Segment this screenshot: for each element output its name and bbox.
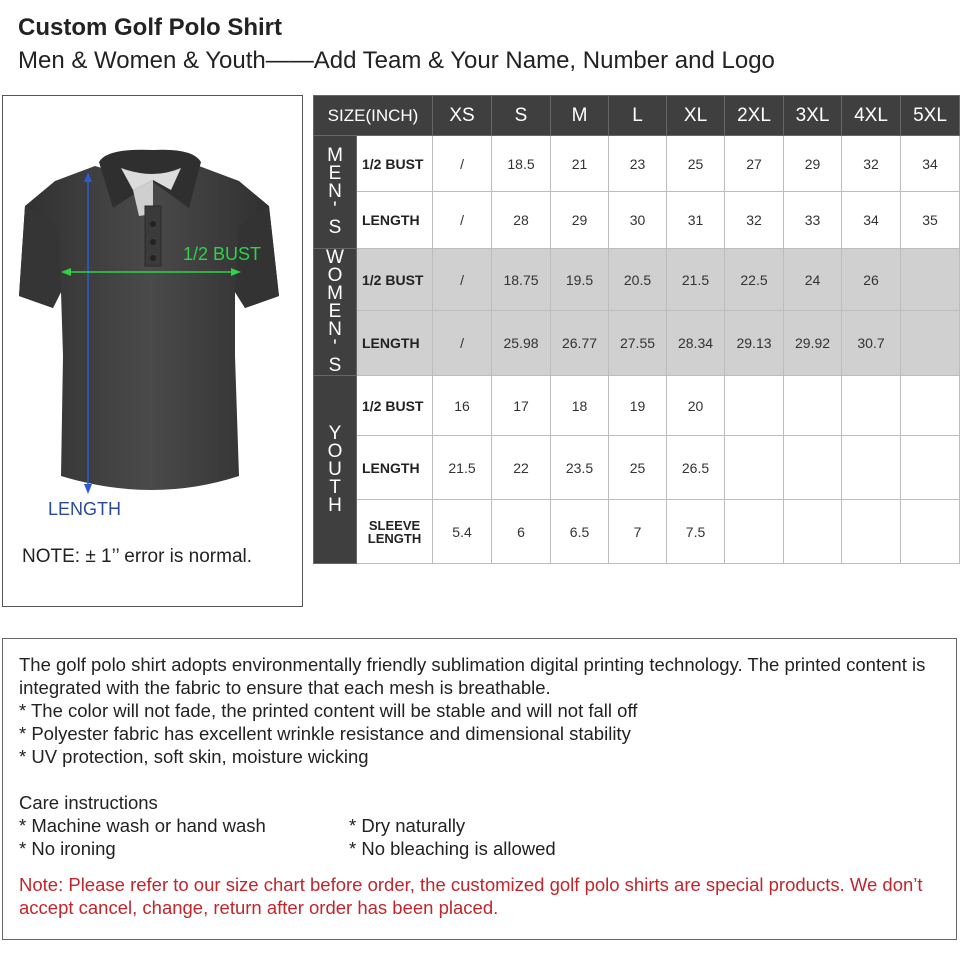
measure-label: 1/2 BUST	[357, 136, 433, 192]
size-value-cell	[901, 311, 960, 376]
size-value-cell: 20	[667, 376, 725, 436]
page-title: Custom Golf Polo Shirt	[18, 14, 282, 41]
group-letter: M	[327, 145, 343, 166]
table-row	[314, 500, 960, 564]
size-value-cell: 6.5	[551, 500, 609, 564]
size-value-cell: 21.5	[667, 249, 725, 311]
size-value-cell: 18.75	[492, 249, 551, 311]
size-value-cell: 25.98	[492, 311, 551, 376]
group-label	[314, 136, 357, 249]
size-value-cell: 32	[842, 136, 901, 192]
size-value-cell: 34	[901, 136, 960, 192]
size-value-cell: 23.5	[551, 436, 609, 500]
size-value-cell: 24	[784, 249, 842, 311]
care-title: Care instructions	[19, 792, 158, 813]
size-value-cell: 19.5	[551, 249, 609, 311]
size-value-cell: 35	[901, 192, 960, 249]
group-letter: O	[327, 440, 343, 462]
group-letter: Y	[328, 422, 342, 444]
size-value-cell: 29	[784, 136, 842, 192]
size-value-cell	[901, 376, 960, 436]
feature-item: * Polyester fabric has excellent wrinkle resistance and dimensional stability	[19, 723, 631, 744]
size-value-cell: 28.34	[667, 311, 725, 376]
size-value-cell: /	[433, 192, 492, 249]
group-letter: H	[328, 494, 342, 516]
size-col: 4XL	[842, 96, 901, 136]
size-value-cell: 22	[492, 436, 551, 500]
care-item: * No bleaching is allowed	[349, 838, 556, 859]
group-letter: W	[326, 247, 344, 268]
size-value-cell: 33	[784, 192, 842, 249]
size-value-cell	[725, 436, 784, 500]
group-letter: U	[328, 458, 342, 480]
table-row	[314, 249, 960, 311]
size-col: 2XL	[725, 96, 784, 136]
size-value-cell: 17	[492, 376, 551, 436]
size-value-cell: 31	[667, 192, 725, 249]
description-intro: The golf polo shirt adopts environmentally friendly sublimation digital printing technology. The printed content is integrated with the fabric to ensure that each mesh is breathable.	[19, 654, 926, 698]
size-value-cell: 30.7	[842, 311, 901, 376]
size-col: 5XL	[901, 96, 960, 136]
care-item: * Dry naturally	[349, 815, 466, 836]
measure-label	[357, 500, 433, 564]
size-value-cell	[842, 376, 901, 436]
size-value-cell: 27	[725, 136, 784, 192]
size-value-cell	[784, 436, 842, 500]
group-letter: M	[327, 283, 343, 304]
size-value-cell	[784, 376, 842, 436]
size-chart-table	[313, 95, 960, 564]
care-row	[19, 837, 940, 860]
size-value-cell	[725, 376, 784, 436]
size-col: XL	[667, 96, 725, 136]
size-value-cell	[842, 500, 901, 564]
size-value-cell: 34	[842, 192, 901, 249]
group-label	[314, 376, 357, 564]
size-value-cell	[725, 500, 784, 564]
page-subtitle: Men & Women & Youth——Add Team & Your Name, Number and Logo	[18, 47, 775, 74]
table-row	[314, 436, 960, 500]
size-value-cell	[784, 500, 842, 564]
size-value-cell: 16	[433, 376, 492, 436]
measure-label-line: LENGTH	[367, 530, 422, 546]
measure-label: 1/2 BUST	[357, 376, 433, 436]
size-value-cell: 18.5	[492, 136, 551, 192]
size-col: 3XL	[784, 96, 842, 136]
size-value-cell: 18	[551, 376, 609, 436]
size-value-cell: 29.13	[725, 311, 784, 376]
group-letter: S	[328, 217, 342, 238]
size-value-cell	[842, 436, 901, 500]
group-letter: S	[328, 355, 342, 376]
size-value-cell: /	[433, 311, 492, 376]
size-value-cell: 32	[725, 192, 784, 249]
size-col: L	[609, 96, 667, 136]
size-value-cell: 21.5	[433, 436, 492, 500]
care-item: * Machine wash or hand wash	[19, 815, 266, 836]
size-value-cell: 26	[842, 249, 901, 311]
group-letter: E	[328, 301, 342, 322]
care-item: * No ironing	[19, 838, 116, 859]
size-value-cell: 21	[551, 136, 609, 192]
group-letter: N	[328, 181, 342, 202]
care-row	[19, 814, 940, 837]
size-value-cell: 20.5	[609, 249, 667, 311]
size-header-row	[314, 96, 960, 136]
table-row	[314, 192, 960, 249]
description-box	[2, 638, 957, 940]
table-row	[314, 376, 960, 436]
polo-shirt-illustration	[3, 96, 302, 606]
size-value-cell: 25	[609, 436, 667, 500]
size-value-cell: 7	[609, 500, 667, 564]
measure-label-line: SLEEVE	[368, 517, 421, 533]
size-value-cell: 27.55	[609, 311, 667, 376]
size-value-cell: 7.5	[667, 500, 725, 564]
measure-label: LENGTH	[357, 436, 433, 500]
measure-label: LENGTH	[357, 192, 433, 249]
group-letter: O	[327, 265, 343, 286]
feature-item: * UV protection, soft skin, moisture wicking	[19, 746, 369, 767]
group-letter: T	[329, 476, 341, 498]
group-letter: E	[328, 163, 342, 184]
size-value-cell: 25	[667, 136, 725, 192]
size-value-cell: 22.5	[725, 249, 784, 311]
size-value-cell	[901, 436, 960, 500]
size-value-cell: 6	[492, 500, 551, 564]
size-value-cell: 28	[492, 192, 551, 249]
size-value-cell: /	[433, 136, 492, 192]
order-note: Note: Please refer to our size chart before order, the customized golf polo shirts are special products. We don’t accept cancel, change, return after order has been placed.	[19, 874, 923, 918]
size-value-cell	[901, 249, 960, 311]
bust-label: 1/2 BUST	[183, 244, 262, 264]
group-letter: '	[333, 337, 337, 358]
size-col: XS	[433, 96, 492, 136]
feature-item: * The color will not fade, the printed content will be stable and will not fall off	[19, 700, 638, 721]
shirt-panel	[2, 95, 303, 607]
size-col: M	[551, 96, 609, 136]
size-value-cell: 29.92	[784, 311, 842, 376]
size-value-cell: 26.77	[551, 311, 609, 376]
size-value-cell: 5.4	[433, 500, 492, 564]
group-letter: '	[333, 199, 337, 220]
error-note: NOTE: ± 1’’ error is normal.	[22, 546, 253, 567]
size-col: S	[492, 96, 551, 136]
length-label: LENGTH	[48, 499, 122, 519]
measure-label: 1/2 BUST	[357, 249, 433, 311]
size-value-cell: /	[433, 249, 492, 311]
size-value-cell	[901, 500, 960, 564]
size-value-cell: 29	[551, 192, 609, 249]
table-row	[314, 136, 960, 192]
size-value-cell: 19	[609, 376, 667, 436]
size-value-cell: 30	[609, 192, 667, 249]
table-row	[314, 311, 960, 376]
group-label	[314, 249, 357, 376]
group-letter: N	[328, 319, 342, 340]
size-corner: SIZE(INCH)	[314, 96, 433, 136]
measure-label: LENGTH	[357, 311, 433, 376]
size-value-cell: 23	[609, 136, 667, 192]
size-value-cell: 26.5	[667, 436, 725, 500]
